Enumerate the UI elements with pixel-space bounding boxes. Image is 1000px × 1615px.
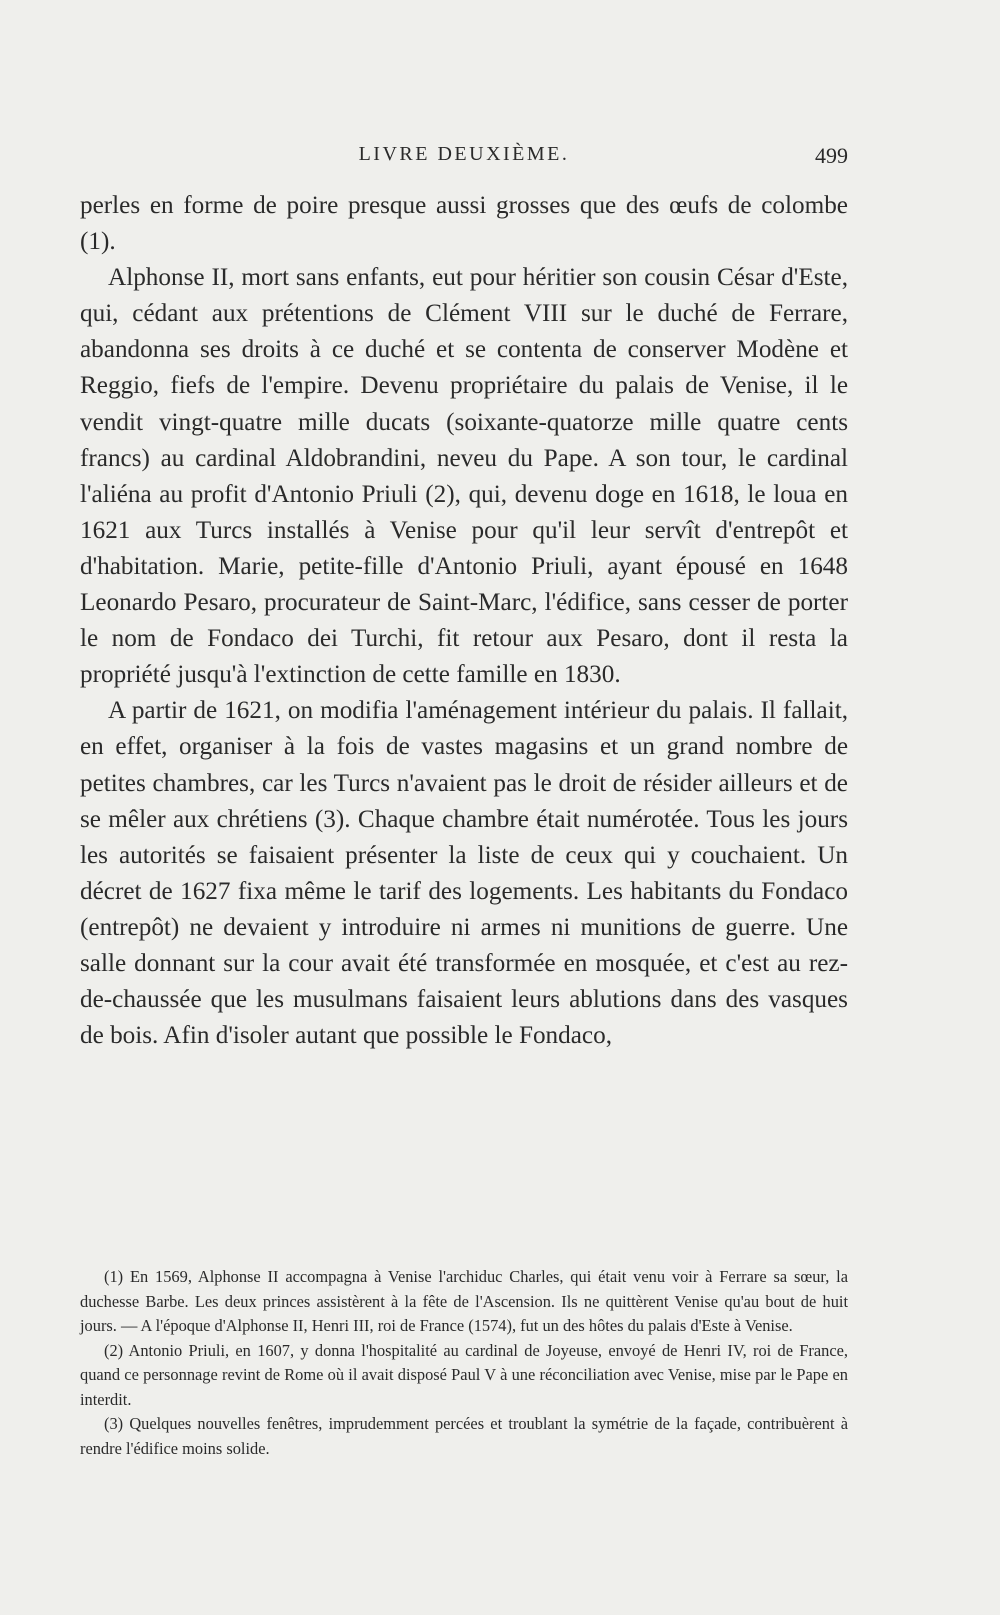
footnote: (3) Quelques nouvelles fenêtres, imprudemment percées et troublant la symétrie de la façade, contribuèrent à rendre l'édifice moins solide.: [80, 1414, 848, 1458]
paragraph: perles en forme de poire presque aussi grosses que des œufs de colombe (1).: [80, 192, 848, 256]
body-text: [80, 188, 848, 1054]
footnote: (1) En 1569, Alphonse II accompagna à Venise l'archiduc Charles, qui était venu voir à Ferrare sa sœur, la duchesse Barbe. Les deux princes assistèrent à la fête de l'Ascension. Ils ne quittèrent Venise qu'au bout de huit jours. — A l'époque d'Alphonse II, Henri III, roi de France (1574), fut un des hôtes du palais d'Este à Venise.: [80, 1267, 848, 1335]
footnote: (2) Antonio Priuli, en 1607, y donna l'hospitalité au cardinal de Joyeuse, envoyé de Henri IV, roi de France, quand ce personnage revint de Rome où il avait disposé Paul V à une réconciliation avec Venise, mise par le Pape en interdit.: [80, 1340, 848, 1409]
running-head: [80, 143, 848, 173]
running-title: LIVRE DEUXIÈME.: [358, 143, 570, 165]
footnotes: [80, 1265, 848, 1461]
paragraph: Alphonse II, mort sans enfants, eut pour héritier son cousin César d'Este, qui, cédant aux prétentions de Clément VIII sur le duché de Ferrare, abandonna ses droits à ce duché et se contenta de conserver Modène et Reggio, fiefs de l'empire. Devenu propriétaire du palais de Venise, il le vendit vingt-quatre mille ducats (soixante-quatorze mille quatre cents francs) au cardinal Aldobrandini, neveu du Pape. A son tour, le cardinal l'aliéna au profit d'Antonio Priuli (2), qui, devenu doge en 1618, le loua en 1621 aux Turcs installés à Venise pour qu'il leur servît d'entrepôt et d'habitation. Marie, petite-fille d'Antonio Priuli, ayant épousé en 1648 Leonardo Pesaro, procurateur de Saint-Marc, l'édifice, sans cesser de porter le nom de Fondaco dei Turchi, fit retour aux Pesaro, dont il resta la propriété jusqu'à l'extinction de cette famille en 1830.: [80, 264, 848, 689]
paragraph: A partir de 1621, on modifia l'aménagement intérieur du palais. Il fallait, en effet, organiser à la fois de vastes magasins et un grand nombre de petites chambres, car les Turcs n'avaient pas le droit de résider ailleurs et de se mêler aux chrétiens (3). Chaque chambre était numérotée. Tous les jours les autorités se faisaient présenter la liste de ceux qui y couchaient. Un décret de 1627 fixa même le tarif des logements. Les habitants du Fondaco (entrepôt) ne devaient y introduire ni armes ni munitions de guerre. Une salle donnant sur la cour avait été transformée en mosquée, et c'est au rez-de-chaussée que les musulmans faisaient leurs ablutions dans des vasques de bois. Afin d'isoler autant que possible le Fondaco,: [80, 697, 848, 1050]
page-number: 499: [815, 143, 848, 168]
